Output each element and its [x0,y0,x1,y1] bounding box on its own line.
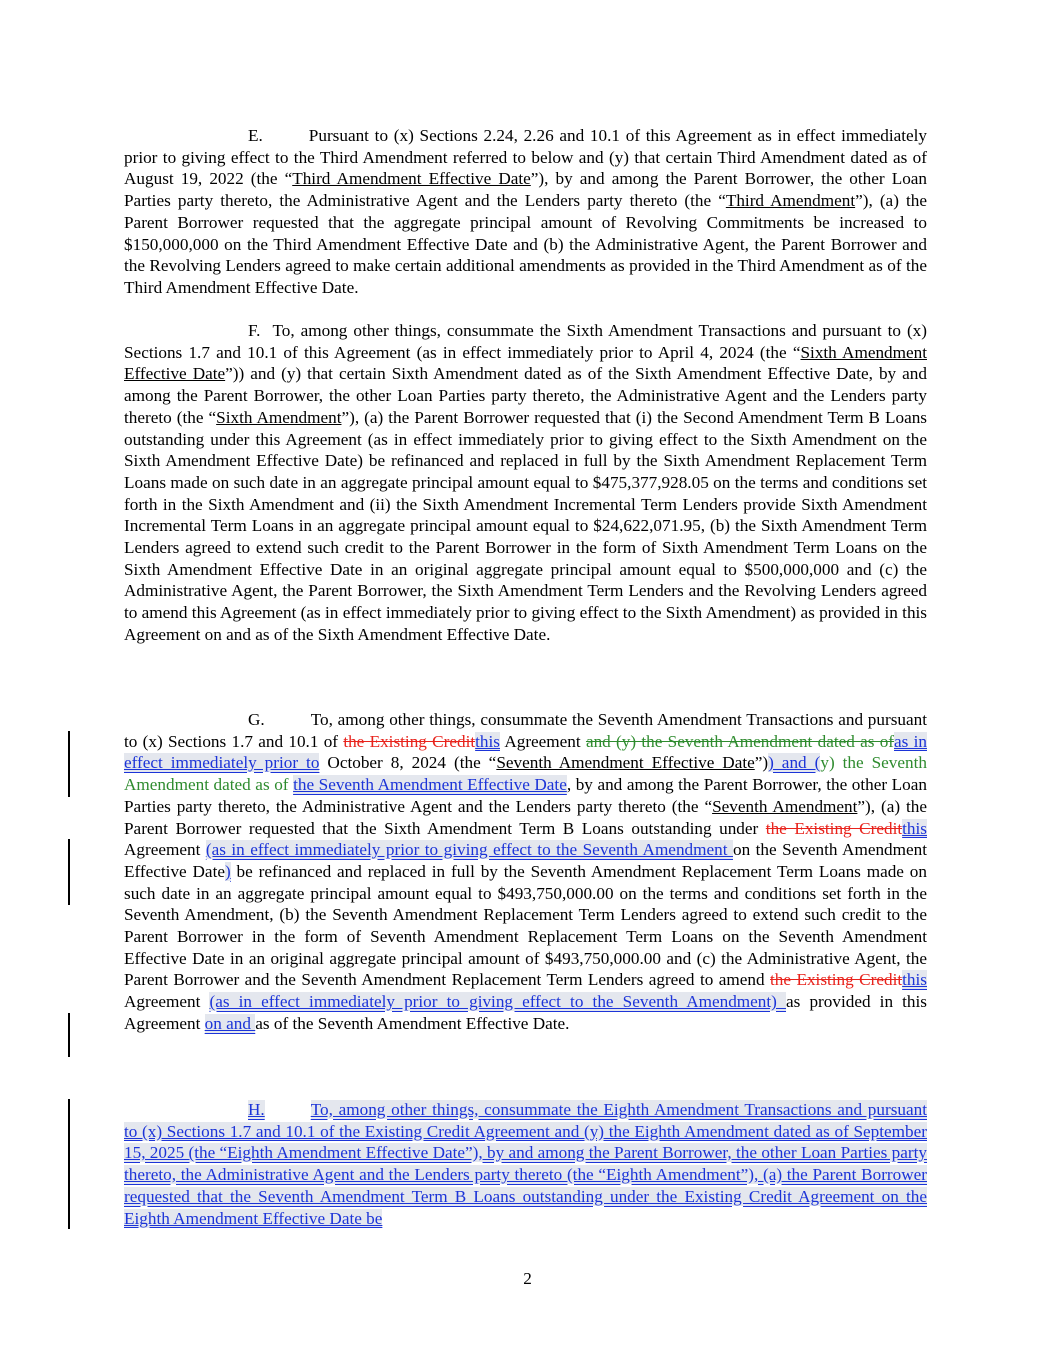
deleted-text: the Existing Credit [343,731,476,751]
inserted-text: this [902,818,927,838]
recital-f: F. To, among other things, consummate the Sixth Amendment Transactions and pursuant to (x) Sections 1.7 and 10.1 of this Agreement (as in effect immediately prior to April 4, 2024 (the “Sixth Amendment Effective Date”)) and (y) that certain Sixth Amendment dated as of the Sixth Amendment Effective Date, by and among the Parent Borrower, the other Loan Parties party thereto, the Administrative Agent and the Lenders party thereto (the “Sixth Amendment”), (a) the Parent Borrower requested that (i) the Second Amendment Term B Loans outstanding under this Agreement (as in effect immediately prior to giving effect to the Sixth Amendment on the Sixth Amendment Effective Date) be refinanced and replaced in full by the Sixth Amendment Replacement Term Loans made on such date in an aggregate principal amount equal to $475,377,928.05 on the terms and conditions set forth in the Sixth Amendment and (ii) the Sixth Amendment Incremental Term Lenders provide Sixth Amendment Incremental Term Loans in an aggregate principal amount equal to $24,622,071.95, (b) the Sixth Amendment Term Lenders agreed to extend such credit to the Parent Borrower in the form of Sixth Amendment Term Loans on the Sixth Amendment Effective Date in an original aggregate principal amount equal to $500,000,000 and (c) the Administrative Agent, the Parent Borrower, the Sixth Amendment Term Lenders and the Revolving Lenders agreed to amend this Agreement (as in effect immediately prior to giving effect to the Sixth Amendment) as provided in this Agreement on and as of the Sixth Amendment Effective Date. [124,321,927,644]
defined-term: Sixth Amendment Effective Date [124,342,927,384]
change-bar [68,1013,70,1057]
recital-e-label: E. [248,126,263,145]
defined-term: Sixth Amendment [216,407,342,427]
change-bar [68,731,70,797]
deleted-text: the Existing Credit [770,970,903,990]
moved-from-text: and (y) the Seventh Amendment dated as of [585,731,895,751]
inserted-text: this [902,970,927,990]
inserted-text: on and [204,1013,256,1033]
recital-e: E. Pursuant to (x) Sections 2.24, 2.26 and 10.1 of this Agreement as in effect immediately prior to giving effect to the Third Amendment referred to below and (y) that certain Third Amendment dated as of August 19, 2022 (the “Third Amendment Effective Date”), by and among the Parent Borrower, the other Loan Parties party thereto, the Administrative Agent and the Lenders party thereto (the “Third Amendment”), (a) the Parent Borrower requested that the aggregate principal amount of Revolving Commitments be increased to $150,000,000 on the Third Amendment Effective Date and (b) the Administrative Agent, the Parent Borrower and the Revolving Lenders agreed to make certain additional amendments as provided in the Third Amendment as of the Third Amendment Effective Date. [124,126,928,297]
recital-g-label: G. [248,710,265,729]
inserted-text: ) [224,861,231,881]
moved-to-text: y) the Seventh Amendment dated as of [124,753,927,795]
defined-term: Seventh Amendment Effective Date [496,753,755,773]
change-bar [68,1099,70,1229]
inserted-text: (as in effect immediately prior to giving effect to the Seventh Amendment) [209,992,787,1012]
inserted-text: the Seventh Amendment Effective Date [293,775,567,795]
page-number: 2 [523,1269,532,1288]
recital-h [124,1099,927,1229]
inserted-text: as in effect immediately prior to [124,731,927,773]
inserted-text: ) and ( [768,753,821,773]
deleted-text: the Existing Credit [765,818,903,838]
inserted-text: this [475,731,500,751]
inserted-text: To, among other things, consummate the Eighth Amendment Transactions and pursuant to (x) Sections 1.7 and 10.1 of the Existing Credit Agreement and (y) the Eighth Amendment dated as of September 15, 2025 (the “Eighth Amendment Effective Date”), by and among the Parent Borrower, the other Loan Parties party thereto, the Administrative Agent and the Lenders party thereto (the “Eighth Amendment”), (a) the Parent Borrower requested that the Seventh Amendment Term B Loans outstanding under the Existing Credit Agreement on the Eighth Amendment Effective Date be [124,1100,927,1228]
defined-term: Third Amendment [725,191,856,211]
change-bar [68,839,70,905]
recital-f-label: F. [248,321,261,340]
recital-g: G. To, among other things, consummate the Seventh Amendment Transactions and pursuant to (x) Sections 1.7 and 10.1 of the Existing Creditthis Agreement and (y) the Seventh Amendment dated as ofas in effect immediately prior to October 8, 2024 (the “Seventh Amendment Effective Date”)) and (y) the Seventh Amendment dated as of the Seventh Amendment Effective Date, by and among the Parent Borrower, the other Loan Parties party thereto, the Administrative Agent and the Lenders party thereto (the “Seventh Amendment”), (a) the Parent Borrower requested that the Sixth Amendment Term B Loans outstanding under the Existing Creditthis Agreement (as in effect immediately prior to giving effect to the Seventh Amendment on the Seventh Amendment Effective Date) be refinanced and replaced in full by the Seventh Amendment Replacement Term Loans made on such date in an aggregate principal amount equal to $493,750,000.00 on the terms and conditions set forth in the Seventh Amendment, (b) the Seventh Amendment Replacement Term Lenders agreed to extend such credit to the Parent Borrower in the form of Seventh Amendment Replacement Term Loans on the Seventh Amendment Effective Date in an original aggregate principal amount of $493,750,000.00 and (c) the Administrative Agent, the Parent Borrower and the Seventh Amendment Replacement Term Lenders agreed to amend the Existing Creditthis Agreement (as in effect immediately prior to giving effect to the Seventh Amendment) as provided in this Agreement on and as of the Seventh Amendment Effective Date. [124,710,927,1033]
recital-h-label: H. [248,1100,265,1119]
inserted-text: (as in effect immediately prior to giving effect to the Seventh Amendment [205,840,733,860]
defined-term: Seventh Amendment [712,796,858,816]
defined-term: Third Amendment Effective Date [292,169,531,189]
